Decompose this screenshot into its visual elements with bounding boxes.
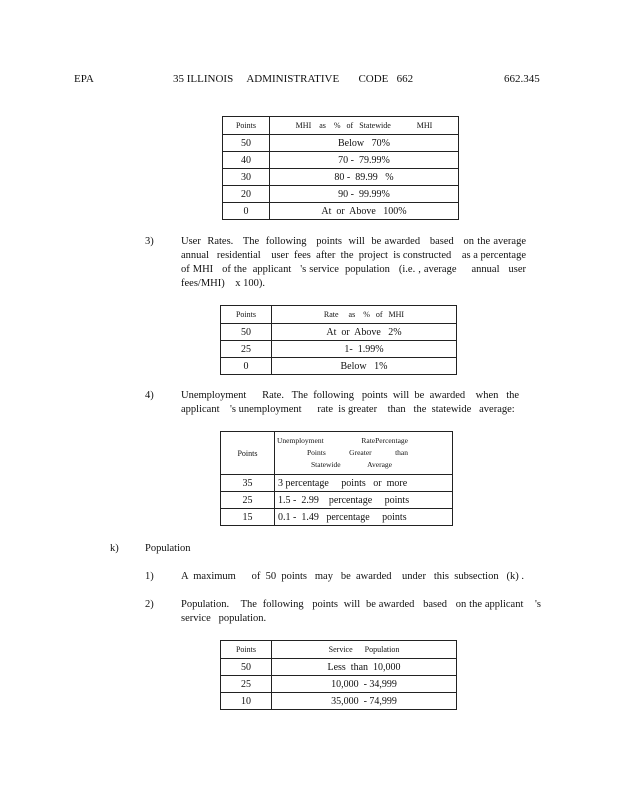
table-cell: 50 [221, 659, 272, 676]
table-cell: Below 1% [272, 358, 457, 375]
table-row [221, 509, 453, 526]
header-word: Average [367, 460, 392, 469]
table-header-cell: Points [221, 641, 272, 659]
item-number: 2) [145, 599, 154, 610]
table-row [221, 324, 457, 341]
table-cell: At or Above 2% [272, 324, 457, 341]
table-cell: 0 [221, 358, 272, 375]
table-cell: Less than 10,000 [272, 659, 457, 676]
paragraph-line: of MHI of the applicant 's service population (i.e. , average annual user [181, 264, 526, 275]
item-paragraph-user-rates [181, 235, 526, 291]
table-cell: 1- 1.99% [272, 341, 457, 358]
table-header-cell: Points [221, 432, 275, 475]
table-cell: 10 [221, 693, 272, 710]
table-row [221, 475, 453, 492]
table-cell: 35,000 - 74,999 [272, 693, 457, 710]
table-cell: 25 [221, 676, 272, 693]
table-cell: 25 [221, 341, 272, 358]
population-points-table [220, 640, 457, 710]
header-word: RatePercentage [361, 436, 408, 445]
table-row [223, 203, 459, 220]
table-row [221, 358, 457, 375]
item-paragraph-unemployment [181, 389, 520, 417]
table-header-row [221, 432, 453, 475]
table-row [221, 341, 457, 358]
table-row [221, 693, 457, 710]
table-cell: 15 [221, 509, 275, 526]
section-title: Population [145, 543, 191, 554]
table-cell: Below 70% [270, 135, 459, 152]
paragraph-line: applicant 's unemployment rate is greater than the statewide average: [181, 404, 515, 415]
table-cell: 90 - 99.99% [270, 186, 459, 203]
header-section: 662.345 [504, 73, 540, 85]
table-cell: 50 [223, 135, 270, 152]
header-word: Unemployment [277, 436, 324, 445]
mhi-points-table [222, 116, 459, 220]
table-cell: 25 [221, 492, 275, 509]
table-cell: 30 [223, 169, 270, 186]
table-cell: At or Above 100% [270, 203, 459, 220]
item-number: 4) [145, 390, 154, 401]
section-number: k) [110, 543, 119, 554]
table-cell: 1.5 - 2.99 percentage points [275, 492, 453, 509]
table-cell: 10,000 - 34,999 [272, 676, 457, 693]
item-paragraph-population [181, 598, 541, 626]
header-word: than [395, 448, 408, 457]
table-row [223, 135, 459, 152]
header-agency: EPA [74, 73, 94, 85]
table-cell: 20 [223, 186, 270, 203]
table-row [223, 152, 459, 169]
header-word: Greater [349, 448, 372, 457]
unemployment-points-table [220, 431, 453, 526]
table-header-cell [275, 432, 453, 475]
table-header-row [223, 117, 459, 135]
table-cell: 70 - 79.99% [270, 152, 459, 169]
table-cell: 35 [221, 475, 275, 492]
header-word: Points [307, 448, 326, 457]
table-header-cell: Rate as % of MHI [272, 306, 457, 324]
table-row [221, 492, 453, 509]
paragraph-line: Unemployment Rate. The following points will be awarded when the [181, 390, 520, 401]
item-number: 1) [145, 571, 154, 582]
table-header-row [221, 306, 457, 324]
table-cell: 80 - 89.99 % [270, 169, 459, 186]
item-number: 3) [145, 236, 154, 247]
table-header-cell: MHI as % of Statewide MHI [270, 117, 459, 135]
table-row [223, 186, 459, 203]
paragraph-line: fees/MHI) x 100). [181, 278, 265, 289]
table-header-row [221, 641, 457, 659]
paragraph-line: User Rates. The following points will be awarded based on the average [181, 236, 526, 247]
table-cell: 40 [223, 152, 270, 169]
table-row [221, 676, 457, 693]
table-row [223, 169, 459, 186]
table-cell: 50 [221, 324, 272, 341]
header-title: 35 ILLINOIS ADMINISTRATIVE CODE 662 [173, 73, 414, 85]
header-word: Statewide [311, 460, 341, 469]
table-cell: 0.1 - 1.49 percentage points [275, 509, 453, 526]
item-paragraph-maximum: A maximum of 50 points may be awarded under this subsection (k) . [181, 571, 524, 582]
table-cell: 3 percentage points or more [275, 475, 453, 492]
table-header-cell: Points [221, 306, 272, 324]
table-header-cell: Points [223, 117, 270, 135]
paragraph-line: Population. The following points will be awarded based on the applicant 's [181, 599, 541, 610]
table-cell: 0 [223, 203, 270, 220]
paragraph-line: annual residential user fees after the project is constructed as a percentage [181, 250, 526, 261]
paragraph-line: service population. [181, 613, 267, 624]
table-header-cell: Service Population [272, 641, 457, 659]
rate-points-table [220, 305, 457, 375]
table-row [221, 659, 457, 676]
